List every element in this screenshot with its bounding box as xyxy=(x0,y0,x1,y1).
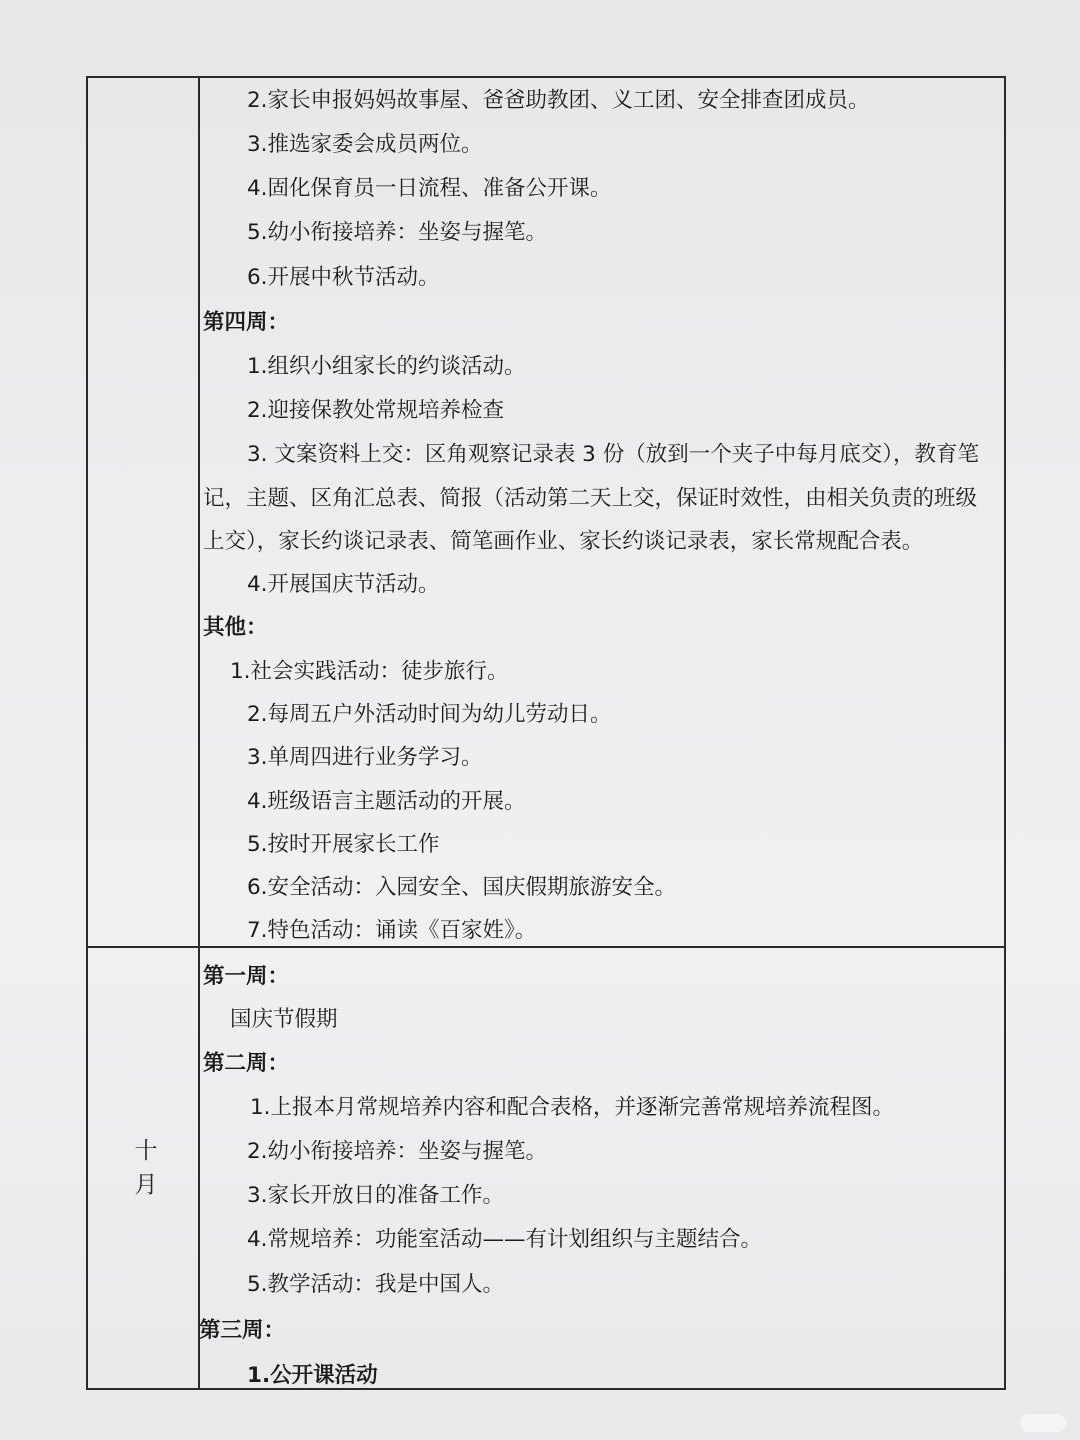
list-item: 4.常规培养：功能室活动——有计划组织与主题结合。 xyxy=(247,1227,763,1252)
list-item: 2.每周五户外活动时间为幼儿劳动日。 xyxy=(247,702,612,727)
other-heading: 其他： xyxy=(203,615,268,640)
list-item: 5.教学活动：我是中国人。 xyxy=(247,1272,505,1297)
list-item: 1.上报本月常规培养内容和配合表格，并逐渐完善常规培养流程图。 xyxy=(250,1095,895,1120)
list-item: 2.迎接保教处常规培养检查 xyxy=(247,398,505,423)
list-item: 4.固化保育员一日流程、准备公开课。 xyxy=(247,176,612,201)
list-item: 5.幼小衔接培养：坐姿与握笔。 xyxy=(247,220,548,245)
list-item-label: 1.公开课活动 xyxy=(247,1363,378,1388)
week4-heading: 第四周： xyxy=(203,310,290,335)
list-item: 1.社会实践活动：徒步旅行。 xyxy=(230,659,509,684)
list-item: 2.幼小衔接培养：坐姿与握笔。 xyxy=(247,1139,548,1164)
list-item: 5.按时开展家长工作 xyxy=(247,832,440,857)
list-item: 3.单周四进行业务学习。 xyxy=(247,745,483,770)
list-item: 6.安全活动：入园安全、国庆假期旅游安全。 xyxy=(247,875,677,900)
list-item: 国庆节假期 xyxy=(230,1007,338,1032)
table-column-divider xyxy=(198,76,200,1390)
list-item: 1.组织小组家长的约谈活动。 xyxy=(247,354,526,379)
list-item: 6.开展中秋节活动。 xyxy=(247,265,440,290)
list-item: 4.班级语言主题活动的开展。 xyxy=(247,789,526,814)
month-char: 月 xyxy=(134,1172,158,1198)
list-item-continuation: 记，主题、区角汇总表、简报（活动第二天上交，保证时效性，由相关负责的班级 xyxy=(203,486,978,511)
week3-heading: 第三周： xyxy=(199,1318,286,1343)
list-item: 3.推选家委会成员两位。 xyxy=(247,132,483,157)
list-item: 7.特色活动：诵读《百家姓》。 xyxy=(247,918,537,943)
week1-heading: 第一周： xyxy=(203,964,290,989)
list-item: 2.家长申报妈妈故事屋、爸爸助教团、义工团、安全排查团成员。 xyxy=(247,88,870,113)
month-label xyxy=(120,1134,172,1202)
month-char: 十 xyxy=(134,1138,158,1164)
list-item: 3. 文案资料上交：区角观察记录表 3 份（放到一个夹子中每月底交），教育笔 xyxy=(247,442,979,467)
list-item: 4.开展国庆节活动。 xyxy=(247,572,440,597)
table-row-divider xyxy=(86,946,1006,948)
week2-heading: 第二周： xyxy=(203,1051,290,1076)
list-item xyxy=(247,1361,378,1391)
list-item: 3.家长开放日的准备工作。 xyxy=(247,1183,505,1208)
plan-table xyxy=(86,76,1006,1390)
list-item-continuation: 上交），家长约谈记录表、简笔画作业、家长约谈记录表，家长常规配合表。 xyxy=(203,529,924,554)
watermark-badge xyxy=(1020,1414,1066,1432)
